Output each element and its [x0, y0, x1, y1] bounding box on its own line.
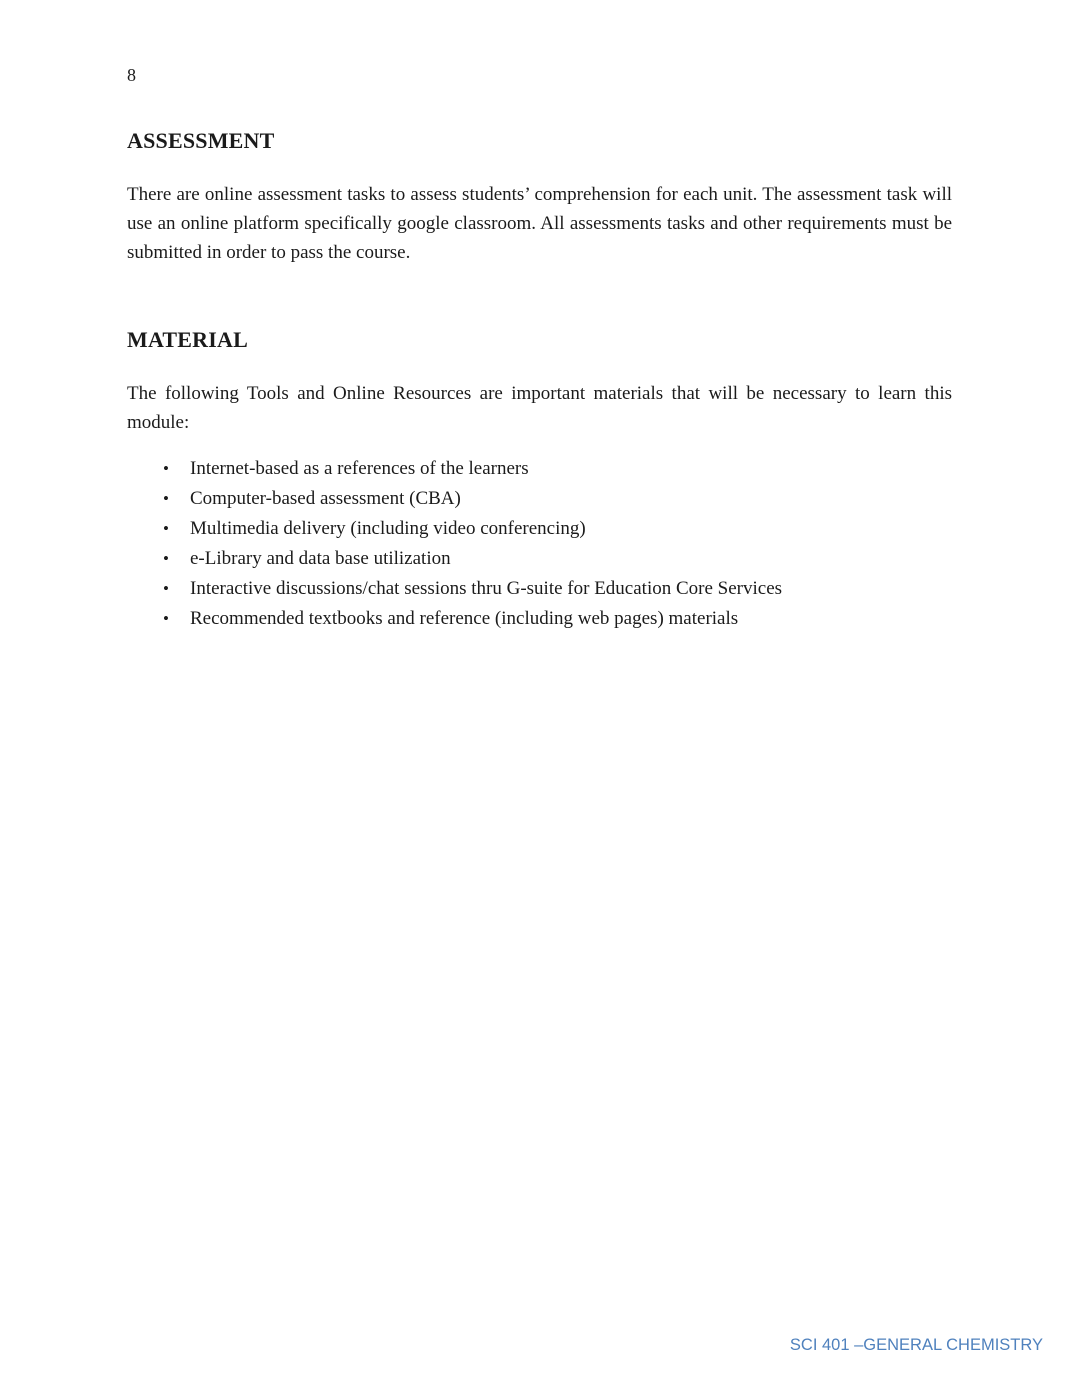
- footer-course-label: SCI 401 –GENERAL CHEMISTRY: [789, 1336, 1043, 1354]
- bullet-icon: •: [163, 549, 169, 568]
- list-item-text: Computer-based assessment (CBA): [190, 488, 461, 509]
- list-item-text: e-Library and data base utilization: [190, 548, 451, 569]
- materials-list: [127, 454, 952, 634]
- list-item-text: Recommended textbooks and reference (including web pages) materials: [190, 608, 739, 629]
- list-item-text: Multimedia delivery (including video conferencing): [190, 518, 586, 539]
- bullet-icon: •: [163, 579, 169, 598]
- list-item: [163, 454, 952, 484]
- section-material: [127, 327, 952, 634]
- list-item: [163, 574, 952, 604]
- page-content: [0, 0, 1080, 634]
- material-paragraph: The following Tools and Online Resources are important materials that will be necessary to learn this module:: [127, 383, 952, 433]
- list-item: [163, 484, 952, 514]
- page-number: 8: [127, 65, 136, 85]
- list-item: [163, 544, 952, 574]
- bullet-icon: •: [163, 459, 169, 478]
- material-heading: MATERIAL: [127, 327, 248, 352]
- bullet-icon: •: [163, 489, 169, 508]
- list-item: [163, 604, 952, 634]
- bullet-icon: •: [163, 609, 169, 628]
- list-item: [163, 514, 952, 544]
- list-item-text: Internet-based as a references of the learners: [190, 458, 529, 479]
- list-item-text: Interactive discussions/chat sessions thru G-suite for Education Core Services: [190, 578, 783, 599]
- section-assessment: [127, 128, 952, 267]
- assessment-heading: ASSESSMENT: [127, 128, 275, 153]
- bullet-icon: •: [163, 519, 169, 538]
- assessment-paragraph: There are online assessment tasks to assess students’ comprehension for each unit. The assessment task will use an online platform specifically google classroom. All assessments tasks and other requirements must be submitted in order to pass the course.: [127, 184, 952, 263]
